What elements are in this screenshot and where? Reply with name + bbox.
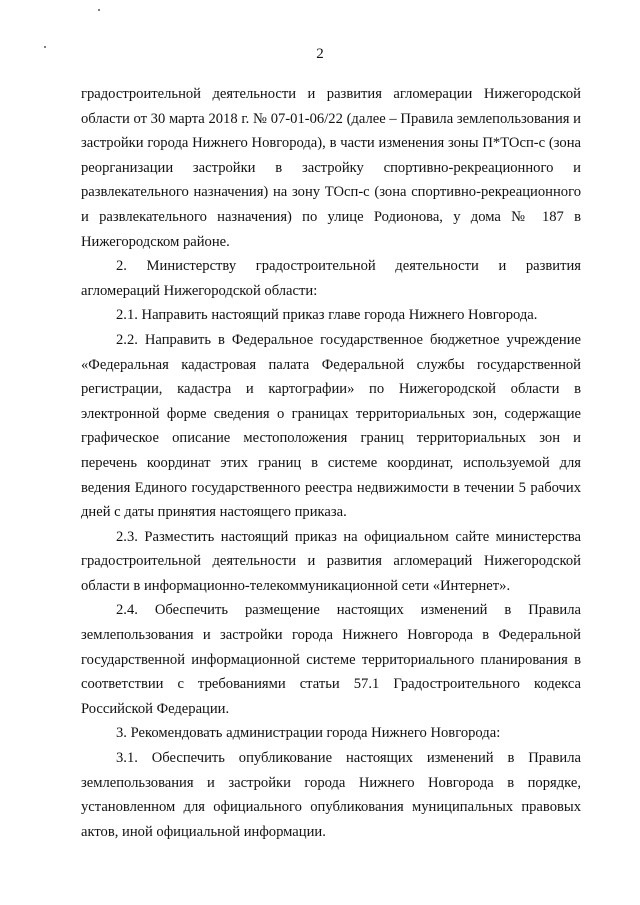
paragraph-item-2-2: 2.2. Направить в Федеральное государственное бюджетное учреждение «Федеральная кадастровая палата Федеральной службы государственной регистрации, кадастра и картографии» по Нижегородской области в электронной форме сведения о границах территориальных зон, содержащие графическое описание местоположения границ территориальных зон и перечень координат этих границ в системе координат, используемой для ведения Единого государственного реестра недвижимости в течении 5 рабочих дней с даты принятия настоящего приказа. bbox=[81, 331, 581, 521]
paragraph-item-2-3: 2.3. Разместить настоящий приказ на официальном сайте министерства градостроительной деятельности и развития агломераций Нижегородской области в информационно-телекоммуникационной сети «Интернет». bbox=[81, 528, 581, 594]
document-body bbox=[81, 82, 581, 844]
paragraph-item-3-1: 3.1. Обеспечить опубликование настоящих изменений в Правила землепользования и застройки города Нижнего Новгорода в порядке, установленном для официального опубликования муниципальных правовых актов, иной официальной информации. bbox=[81, 750, 581, 840]
page-number: 2 bbox=[316, 46, 324, 62]
paragraph-item-3: 3. Рекомендовать администрации города Нижнего Новгорода: bbox=[116, 725, 501, 742]
paragraph-item-2-4: 2.4. Обеспечить размещение настоящих изменений в Правила землепользования и застройки города Нижнего Новгорода в Федеральной государственной информационной системе территориального планирования в соответствии с требованиями статьи 57.1 Градостроительного кодекса Российской Федерации. bbox=[81, 602, 581, 717]
paragraph-continuation: градостроительной деятельности и развития агломерации Нижегородской области от 30 марта 2018 г. № 07-01-06/22 (далее – Правила землепользования и застройки города Нижнего Новгорода), в части изменения зоны П*ТОсп-с (зона реорганизации застройки в застройку спортивно-рекреационного и развлекательного назначения) на зону ТОсп-с (зона спортивно-рекреационного и развлекательного назначения) по улице Родионова, у дома № 187 в Нижегородском районе. bbox=[81, 86, 581, 250]
paragraph-item-2-1: 2.1. Направить настоящий приказ главе города Нижнего Новгорода. bbox=[116, 307, 538, 324]
paragraph-item-2: 2. Министерству градостроительной деятельности и развития агломераций Нижегородской области: bbox=[81, 258, 581, 299]
scan-speck bbox=[98, 9, 100, 11]
